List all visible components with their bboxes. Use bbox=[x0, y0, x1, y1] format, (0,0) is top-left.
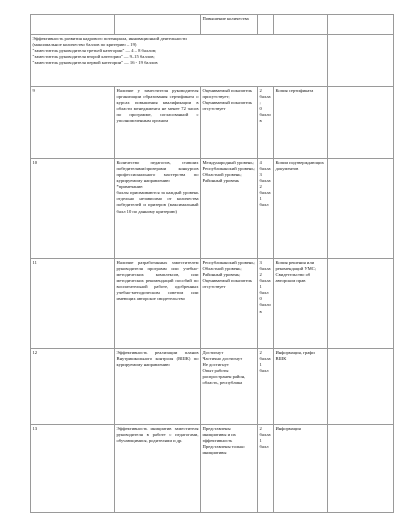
cell-empty bbox=[328, 87, 394, 159]
criterion-item: Областной уровень; bbox=[202, 266, 242, 272]
cell-empty bbox=[258, 15, 274, 35]
table-row bbox=[31, 15, 394, 35]
points-item: 3 балла bbox=[259, 172, 271, 184]
indicator-cell: Эффективность инициатив заместителя руководителя в работе с педагогами, обучающимися, родителями и др. bbox=[115, 425, 201, 513]
evidence-item: Копия решения или рекомендаций УМС; bbox=[275, 260, 317, 272]
points-cell bbox=[258, 159, 274, 259]
section-line: (максимальное количество баллов по критерию – 19) bbox=[32, 42, 137, 48]
cell-empty bbox=[274, 15, 328, 35]
criterion-cell: Повышение количества bbox=[201, 15, 258, 35]
cell-empty bbox=[115, 15, 201, 35]
points-cell bbox=[258, 425, 274, 513]
points-item: 1 балл bbox=[259, 284, 269, 296]
criterion-item: Оцениваемый показатель отсутствует bbox=[202, 100, 253, 112]
section-header-row bbox=[31, 35, 394, 87]
points-item: 2 балла bbox=[259, 350, 271, 362]
points-item: 3 балла bbox=[259, 260, 271, 272]
criterion-item: Представлены только инициативы bbox=[202, 444, 245, 456]
evidence-cell: Копия сертификата bbox=[274, 87, 328, 159]
criteria-cell bbox=[201, 349, 258, 425]
section-line: "заместитель руководителя первой категории" — 16 - 19 баллов bbox=[32, 60, 158, 66]
points-item: 1 балл bbox=[259, 438, 269, 450]
evidence-cell: Информация, графи ВШК bbox=[274, 349, 328, 425]
points-item: 2 балла bbox=[259, 184, 271, 196]
points-item: 0 баллов bbox=[259, 106, 271, 124]
points-cell bbox=[258, 259, 274, 349]
section-line: "заместитель руководителя третьей категории" — 4 – 8 баллов; bbox=[32, 48, 157, 54]
evidence-item: Свидетельство об авторском прав bbox=[275, 272, 311, 284]
indicator-cell bbox=[115, 159, 201, 259]
cell-empty bbox=[328, 159, 394, 259]
points-cell bbox=[258, 349, 274, 425]
criterion-item: Достигнут bbox=[202, 350, 224, 355]
points-item: 0 баллов bbox=[259, 296, 271, 314]
criteria-table bbox=[30, 14, 394, 513]
points-cell bbox=[258, 87, 274, 159]
criterion-item: Республиканский уровень; bbox=[202, 166, 255, 172]
indicator-cell: Наличие у заместителя руководителя организации образования сертификата о курсах повышения квалификации в области менеджмента не менее 72 часов по программе, согласованной с уполномоченным органом bbox=[115, 87, 201, 159]
criterion-item: Международный уровень; bbox=[202, 160, 254, 165]
section-title: Эффективность развития кадрового потенциала, инновационной деятельности bbox=[32, 36, 187, 41]
section-line: "заместитель руководителя второй категории" — 9–15 баллов; bbox=[32, 54, 155, 60]
table-row bbox=[31, 349, 394, 425]
indicator-line: баллы присваиваются за каждый уровень отдельно независимо от количества победителей и призеров (максимальный балл 10 по данному критерию) bbox=[116, 190, 199, 214]
cell-empty bbox=[328, 15, 394, 35]
criterion-item: Областной уровень; bbox=[202, 172, 242, 178]
points-item: 2 балла; bbox=[259, 88, 271, 106]
indicator-line: Количество педагогов, ставших победителями/призерами конкурсов профессионального мастерства по курируемому направлению bbox=[116, 160, 199, 184]
cell-empty bbox=[328, 259, 394, 349]
criterion-item: Республиканский уровень; bbox=[202, 260, 255, 265]
row-number: 9 bbox=[31, 87, 115, 159]
indicator-cell: Эффективность реализации планов Внутришкольного контроля (ВШК) по курируемому направлению bbox=[115, 349, 201, 425]
criterion-item: Районный уровень bbox=[202, 178, 240, 184]
criteria-cell bbox=[201, 425, 258, 513]
cell-empty bbox=[328, 425, 394, 513]
criterion-item: Оцениваемый показатель отсутствует bbox=[202, 278, 253, 290]
indicator-cell: Наличие разработанных заместителем руководителя программ или учебно-методических комплексов, или методических рекомендаций пособий по воспитательной работе, одобренных учебно-методическим советом или имеющих авторское свидетельство bbox=[115, 259, 201, 349]
points-item: 2 балла bbox=[259, 272, 271, 284]
criteria-cell bbox=[201, 159, 258, 259]
points-item: 4 балла bbox=[259, 160, 271, 172]
points-item: 1 балл bbox=[259, 196, 269, 208]
row-number: 12 bbox=[31, 349, 115, 425]
row-number: 13 bbox=[31, 425, 115, 513]
criterion-item: Опыт работы распространен район, область, республика bbox=[202, 368, 246, 386]
points-item: 1 балл bbox=[259, 362, 269, 374]
table-row bbox=[31, 87, 394, 159]
criterion-item: Частично достигнут bbox=[202, 356, 243, 362]
row-number: 10 bbox=[31, 159, 115, 259]
indicator-line: *примечание: bbox=[116, 184, 144, 190]
criterion-item: Оцениваемый показатель присутствует; bbox=[202, 88, 253, 100]
criteria-cell bbox=[201, 259, 258, 349]
evidence-cell: Копии подтверждающих документов bbox=[274, 159, 328, 259]
evidence-cell bbox=[274, 259, 328, 349]
table-row bbox=[31, 425, 394, 513]
table-row bbox=[31, 259, 394, 349]
row-number: 11 bbox=[31, 259, 115, 349]
table-row bbox=[31, 159, 394, 259]
points-item: 2 балла bbox=[259, 426, 271, 438]
criterion-item: Представлены инициативы и их эффективность bbox=[202, 426, 236, 444]
criterion-item: Не достигнут bbox=[202, 362, 229, 368]
criteria-cell bbox=[201, 87, 258, 159]
evidence-cell: Информация bbox=[274, 425, 328, 513]
section-header bbox=[31, 35, 328, 87]
cell-empty bbox=[328, 349, 394, 425]
cell-empty bbox=[31, 15, 115, 35]
criterion-item: Районный уровень; bbox=[202, 272, 241, 278]
cell-empty bbox=[328, 35, 394, 87]
